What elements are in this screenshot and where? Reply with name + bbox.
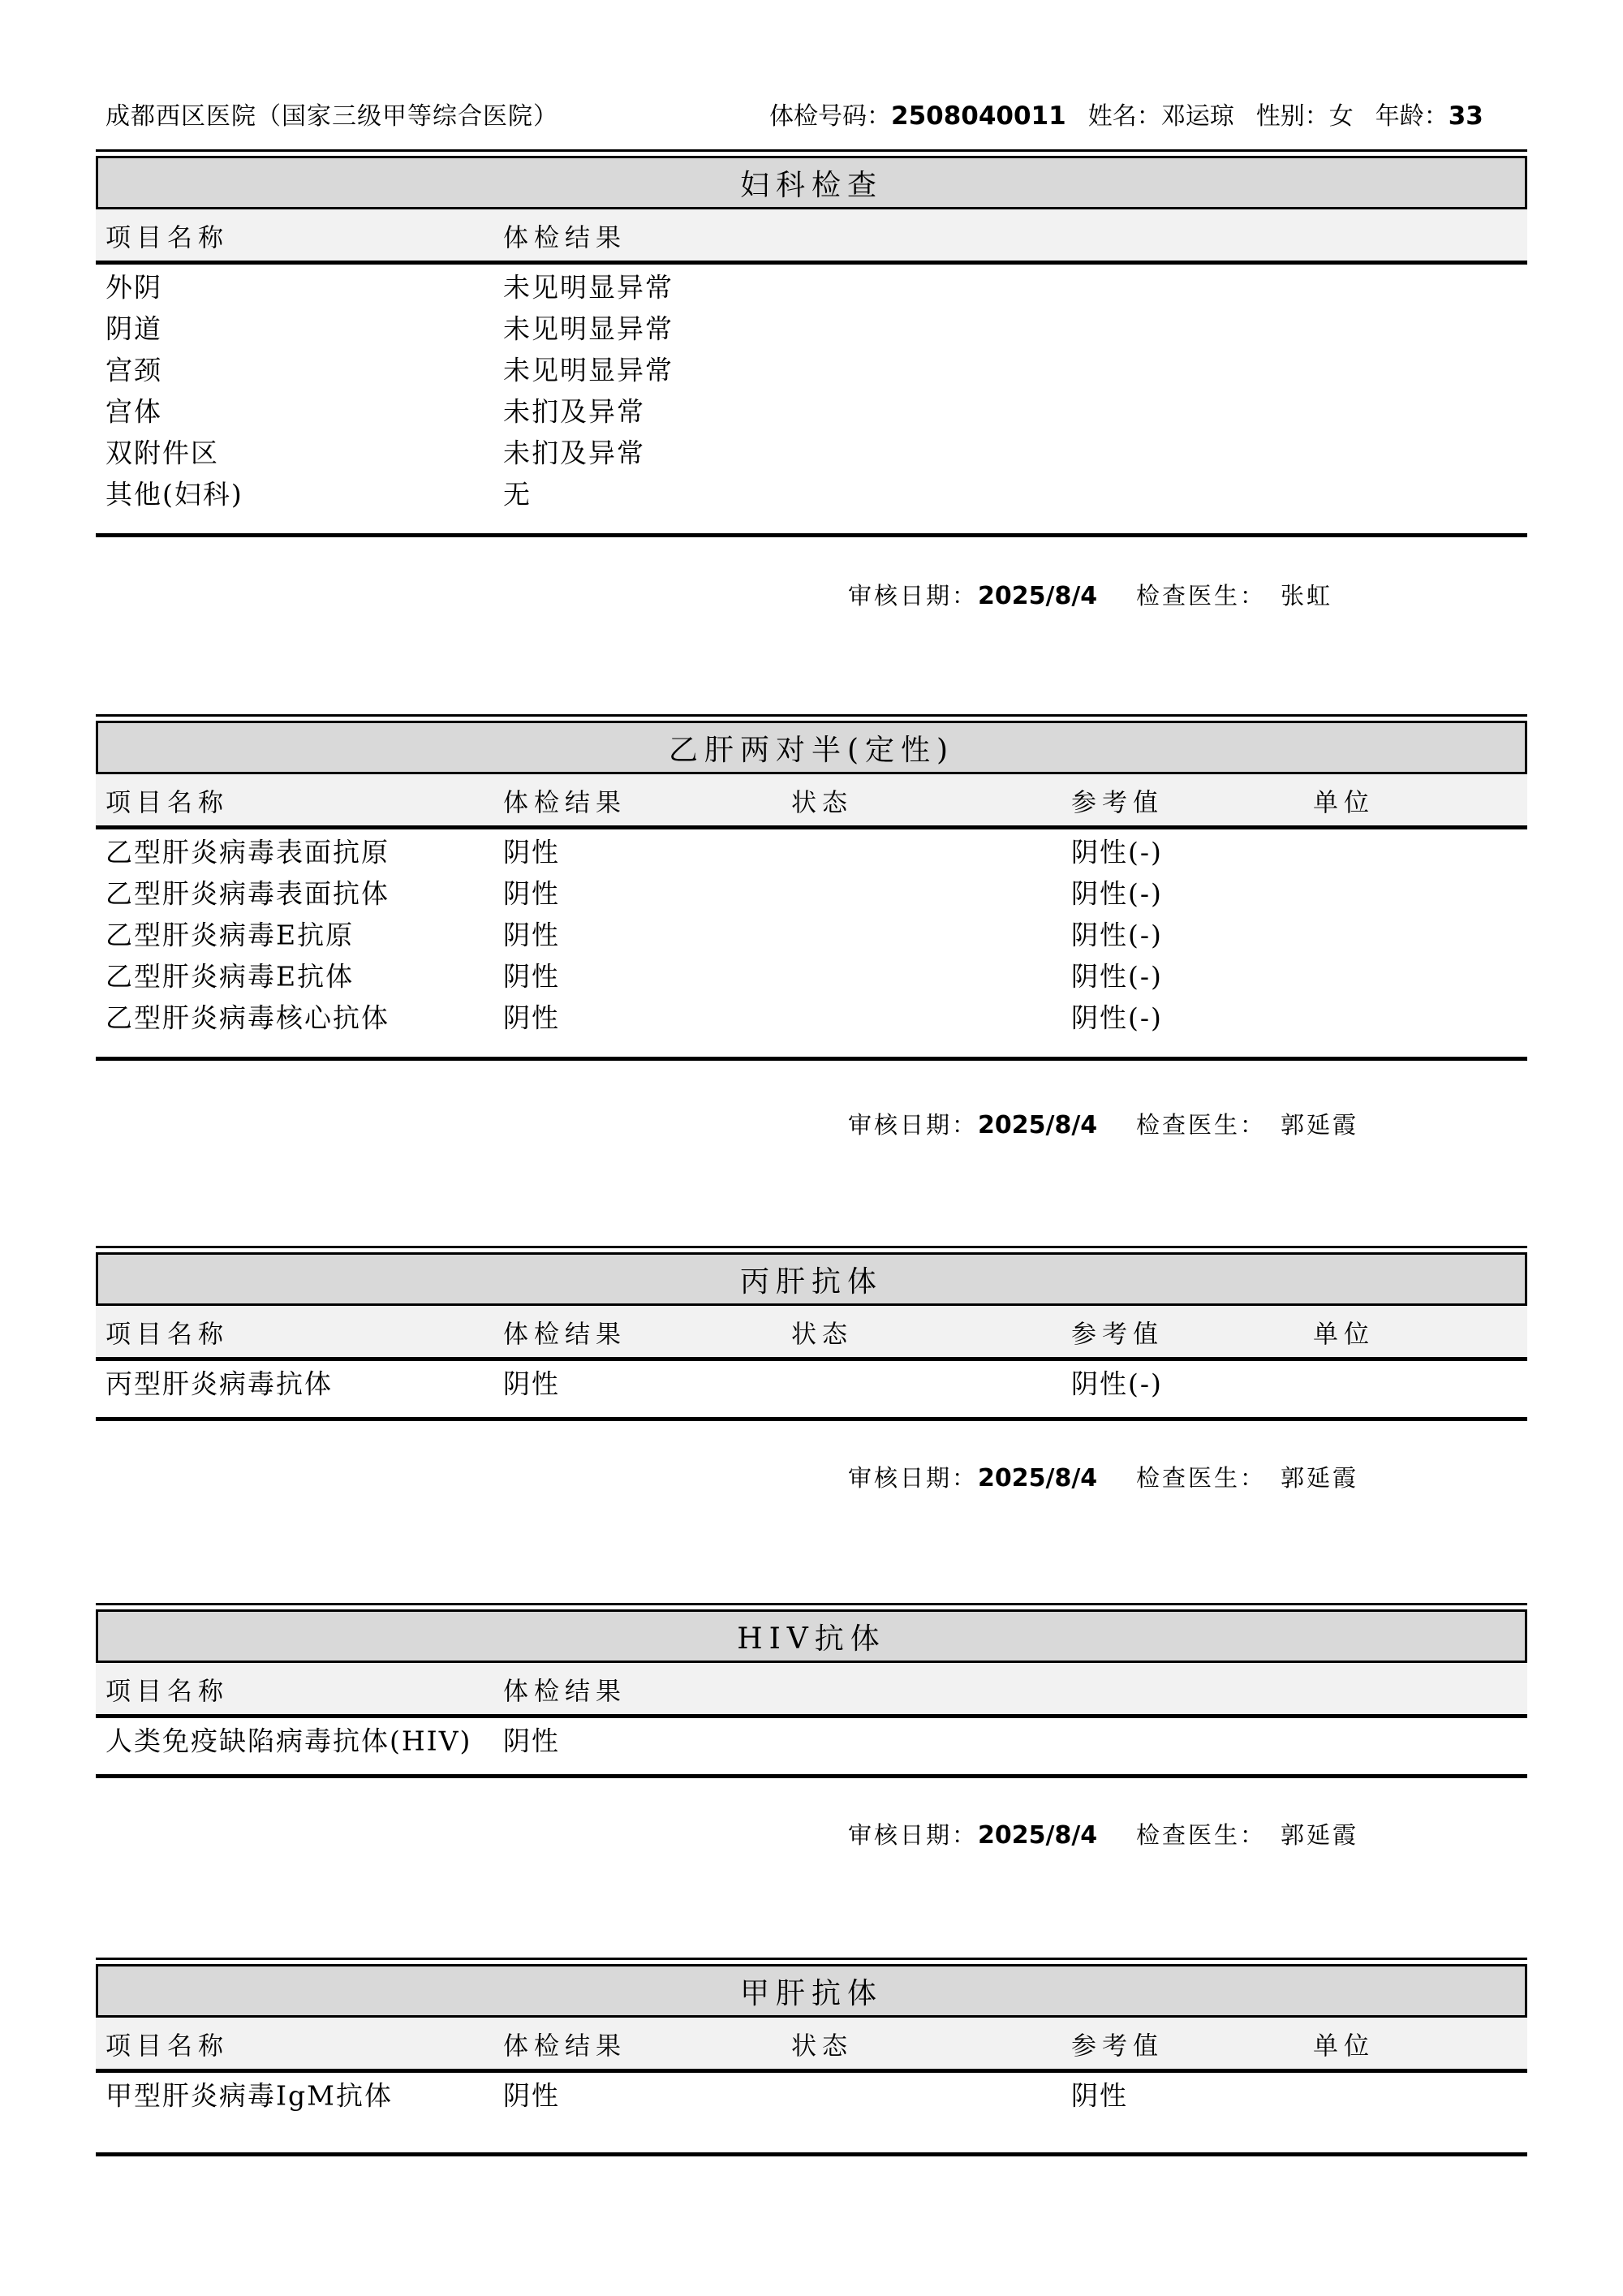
cell-item-name: 乙型肝炎病毒E抗体	[105, 960, 355, 992]
hospital-name: 成都西区医院（国家三级甲等综合医院）	[105, 102, 558, 131]
table-row	[96, 1361, 1527, 1402]
divider-line	[96, 1417, 1527, 1421]
section-hepatitis-b-panel	[96, 714, 1527, 1139]
cell-item-name: 丙型肝炎病毒抗体	[105, 1368, 333, 1399]
cell-item-name: 宫颈	[105, 354, 162, 386]
cell-item-name: 乙型肝炎病毒E抗原	[105, 919, 355, 950]
table-row	[96, 954, 1527, 995]
review-date-label: 审核日期：	[848, 1111, 979, 1139]
gender-field	[1256, 96, 1354, 131]
section-title-band	[96, 156, 1527, 209]
column-header-reference: 参考值	[1071, 1320, 1164, 1349]
section-title-band	[96, 1252, 1527, 1306]
cell-result: 阴性	[503, 877, 560, 909]
cell-reference: 阴性	[1071, 2079, 1128, 2111]
divider-line	[96, 533, 1527, 537]
column-header-row	[96, 1663, 1527, 1714]
divider-line	[96, 1246, 1527, 1248]
doctor-name: 郭延霞	[1281, 1821, 1359, 1849]
table-row	[96, 306, 1527, 347]
table-body	[96, 1718, 1527, 1760]
review-date-field	[848, 578, 1097, 611]
patient-name-value: 邓运琼	[1160, 102, 1234, 131]
patient-name-field	[1088, 96, 1234, 131]
doctor-label: 检查医生：	[1136, 1464, 1267, 1492]
column-header-unit: 单位	[1313, 1320, 1375, 1349]
age-field	[1375, 96, 1483, 131]
divider-line	[96, 149, 1527, 152]
column-header-result: 体检结果	[503, 2031, 626, 2061]
age-value: 33	[1448, 101, 1483, 131]
table-body	[96, 2073, 1527, 2114]
cell-result: 阴性	[503, 960, 560, 992]
divider-line	[96, 2152, 1527, 2156]
section-title: 丙肝抗体	[739, 1264, 883, 1299]
cell-item-name: 双附件区	[105, 437, 219, 468]
cell-reference: 阴性(-)	[1071, 877, 1163, 909]
section-hiv	[96, 1603, 1527, 1850]
review-date-label: 审核日期：	[848, 1464, 979, 1492]
column-header-row	[96, 774, 1527, 825]
table-row	[96, 829, 1527, 871]
column-header-name: 项目名称	[105, 1677, 229, 1706]
cell-item-name: 乙型肝炎病毒核心抗体	[105, 1002, 390, 1033]
cell-result: 未扪及异常	[503, 395, 645, 427]
section-hepatitis-c	[96, 1246, 1527, 1493]
review-date-field	[848, 1460, 1097, 1493]
cell-item-name: 人类免疫缺陷病毒抗体(HIV)	[105, 1725, 472, 1756]
cell-result: 阴性	[503, 2079, 560, 2111]
section-title: 甲肝抗体	[739, 1976, 883, 2010]
section-title: 妇科检查	[739, 168, 883, 202]
cell-reference: 阴性(-)	[1071, 1002, 1163, 1033]
table-body	[96, 829, 1527, 1036]
column-header-result: 体检结果	[503, 1677, 626, 1706]
section-footer	[96, 1817, 1527, 1850]
doctor-label: 检查医生：	[1136, 1111, 1267, 1139]
divider-line	[96, 1057, 1527, 1061]
column-header-name: 项目名称	[105, 223, 229, 252]
review-date-label: 审核日期：	[848, 582, 979, 610]
review-date-label: 审核日期：	[848, 1821, 979, 1849]
cell-result: 阴性	[503, 919, 560, 950]
section-title-band	[96, 721, 1527, 774]
doctor-name: 张虹	[1281, 582, 1333, 610]
column-header-unit: 单位	[1313, 788, 1375, 817]
section-hepatitis-a	[96, 1958, 1527, 2156]
column-header-row	[96, 209, 1527, 261]
gender-label: 性别：	[1255, 102, 1329, 131]
cell-result: 阴性	[503, 836, 560, 868]
section-gynecology	[96, 149, 1527, 610]
doctor-name: 郭延霞	[1281, 1111, 1359, 1139]
column-header-result: 体检结果	[503, 1320, 626, 1349]
section-title-band	[96, 1609, 1527, 1663]
cell-reference: 阴性(-)	[1071, 919, 1163, 950]
column-header-status: 状态	[791, 788, 853, 817]
patient-name-label: 姓名：	[1087, 102, 1161, 131]
section-title: 乙肝两对半(定性)	[668, 733, 955, 767]
section-title-band	[96, 1964, 1527, 2018]
column-header-result: 体检结果	[503, 223, 626, 252]
column-header-status: 状态	[791, 1320, 853, 1349]
page-header	[105, 96, 1527, 130]
cell-result: 未见明显异常	[503, 354, 674, 386]
column-header-row	[96, 2018, 1527, 2069]
cell-item-name: 其他(妇科)	[105, 478, 243, 510]
cell-reference: 阴性(-)	[1071, 836, 1163, 868]
table-row	[96, 472, 1527, 513]
cell-result: 未见明显异常	[503, 271, 674, 303]
gender-value: 女	[1328, 102, 1354, 131]
doctor-label: 检查医生：	[1136, 582, 1267, 610]
table-row	[96, 347, 1527, 389]
review-date-value: 2025/8/4	[978, 1464, 1098, 1493]
divider-line	[96, 1603, 1527, 1605]
cell-reference: 阴性(-)	[1071, 960, 1163, 992]
doctor-name: 郭延霞	[1281, 1464, 1359, 1492]
exam-number-label: 体检号码：	[769, 102, 891, 131]
table-row	[96, 1718, 1527, 1760]
section-footer	[96, 1107, 1527, 1139]
review-date-value: 2025/8/4	[978, 1111, 1098, 1139]
column-header-name: 项目名称	[105, 1320, 229, 1349]
age-label: 年龄：	[1375, 102, 1449, 131]
cell-result: 阴性	[503, 1725, 560, 1756]
column-header-reference: 参考值	[1071, 788, 1164, 817]
review-date-field	[848, 1817, 1097, 1850]
cell-item-name: 外阴	[105, 271, 162, 303]
cell-result: 无	[503, 478, 532, 510]
review-date-value: 2025/8/4	[978, 1821, 1098, 1850]
doctor-label: 检查医生：	[1136, 1821, 1267, 1849]
section-title: HIV抗体	[737, 1622, 886, 1656]
table-row	[96, 871, 1527, 912]
section-footer	[96, 1460, 1527, 1493]
exam-number-field	[769, 96, 1066, 131]
column-header-reference: 参考值	[1071, 2031, 1164, 2061]
cell-item-name: 乙型肝炎病毒表面抗体	[105, 877, 390, 909]
column-header-name: 项目名称	[105, 788, 229, 817]
patient-info	[769, 96, 1483, 131]
divider-line	[96, 1958, 1527, 1960]
exam-number-value: 2508040011	[891, 101, 1066, 131]
divider-line	[96, 1774, 1527, 1778]
cell-item-name: 宫体	[105, 395, 162, 427]
cell-result: 未扪及异常	[503, 437, 645, 468]
table-row	[96, 2073, 1527, 2114]
cell-item-name: 甲型肝炎病毒IgM抗体	[105, 2079, 393, 2111]
column-header-row	[96, 1306, 1527, 1357]
review-date-field	[848, 1107, 1097, 1140]
cell-item-name: 阴道	[105, 312, 162, 344]
table-row	[96, 912, 1527, 954]
table-row	[96, 265, 1527, 306]
table-row	[96, 389, 1527, 430]
cell-result: 阴性	[503, 1368, 560, 1399]
column-header-name: 项目名称	[105, 2031, 229, 2061]
table-body	[96, 265, 1527, 513]
table-body	[96, 1361, 1527, 1402]
review-date-value: 2025/8/4	[978, 582, 1098, 610]
column-header-unit: 单位	[1313, 2031, 1375, 2061]
cell-item-name: 乙型肝炎病毒表面抗原	[105, 836, 390, 868]
column-header-status: 状态	[791, 2031, 853, 2061]
cell-result: 未见明显异常	[503, 312, 674, 344]
table-row	[96, 430, 1527, 472]
cell-result: 阴性	[503, 1002, 560, 1033]
divider-line	[96, 714, 1527, 717]
cell-reference: 阴性(-)	[1071, 1368, 1163, 1399]
table-row	[96, 995, 1527, 1036]
section-footer	[96, 578, 1527, 610]
column-header-result: 体检结果	[503, 788, 626, 817]
